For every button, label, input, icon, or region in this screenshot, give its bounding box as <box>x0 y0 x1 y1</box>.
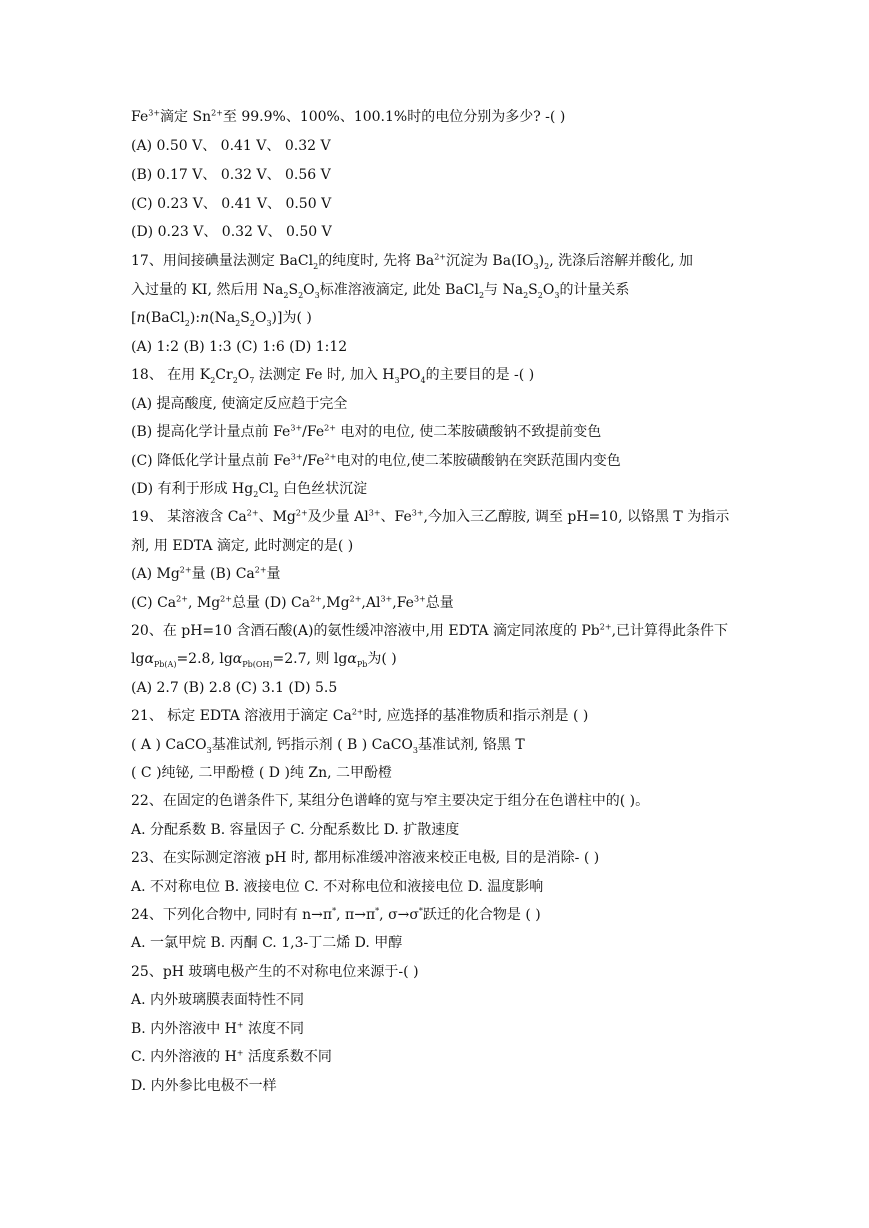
text-segment: 2 <box>184 318 190 328</box>
text-segment: 2+ <box>220 594 232 604</box>
text-segment: 3 <box>266 318 272 328</box>
text-segment: ,已计算得此条件下 <box>611 623 729 639</box>
text-segment: * <box>332 906 337 916</box>
text-segment: 2 <box>249 318 255 328</box>
text-segment: 剂, 用 EDTA 滴定, 此时测定的是( ) <box>131 538 354 554</box>
text-segment: 2 <box>235 318 241 328</box>
text-segment: S <box>528 282 538 298</box>
text-segment: (A) 0.50 V、 0.41 V、 0.32 V <box>131 138 331 154</box>
text-segment: (B) 提高化学计量点前 Fe <box>131 424 291 440</box>
text-segment: 23、在实际测定溶液 pH 时, 都用标准缓冲溶液来校正电极, 目的是消除- ( ) <box>131 850 600 866</box>
text-segment: A. 不对称电位 B. 液接电位 C. 不对称电位和液接电位 D. 温度影响 <box>131 879 544 895</box>
text-segment: (A) 2.7 (B) 2.8 (C) 3.1 (D) 5.5 <box>131 680 338 696</box>
text-line <box>131 821 771 839</box>
text-segment: 3+ <box>413 594 426 604</box>
text-segment: ,Fe <box>392 595 414 611</box>
text-segment: 2 <box>253 489 259 499</box>
text-segment: , Mg <box>187 595 221 611</box>
text-segment: B. 内外溶液中 H <box>131 1021 237 1037</box>
text-segment: 3 <box>533 261 539 271</box>
text-segment: , 洗涤后溶解并酸化, 加 <box>549 253 694 269</box>
text-line <box>131 108 771 126</box>
text-segment: 电对的电位, 使二苯胺磺酸钠不致提前变色 <box>335 424 602 440</box>
text-segment: Pb <box>356 659 368 669</box>
text-line <box>131 281 771 299</box>
text-segment: (C) 降低化学计量点前 Fe <box>131 453 291 469</box>
text-segment: 2+ <box>211 108 223 118</box>
text-segment: (A) 1:2 (B) 1:3 (C) 1:6 (D) 1:12 <box>131 339 348 355</box>
text-segment: ,Al <box>361 595 381 611</box>
text-segment: 2+ <box>349 594 362 604</box>
text-line <box>131 963 771 981</box>
text-segment: A. 一氯甲烷 B. 丙酮 C. 1,3-丁二烯 D. 甲醇 <box>131 935 403 951</box>
text-segment: 2 <box>313 261 319 271</box>
text-segment: A. 内外玻璃膜表面特性不同 <box>131 992 305 1008</box>
text-line <box>131 166 771 184</box>
text-segment: 电对的电位,使二苯胺磺酸钠在突跃范围内变色 <box>336 453 621 469</box>
text-segment: (B) 0.17 V、 0.32 V、 0.56 V <box>131 167 331 183</box>
text-line <box>131 878 771 896</box>
text-segment: 跃迁的化合物是 ( ) <box>422 907 541 923</box>
text-segment: 及少量 Al <box>307 509 369 525</box>
text-segment: (A) 提高酸度, 使滴定反应趋于完全 <box>131 396 348 412</box>
text-segment: 19、 某溶液含 Ca <box>131 509 247 525</box>
text-segment: 量 <box>266 566 281 582</box>
text-segment: 3 <box>206 745 212 755</box>
text-segment: =2.8, lg <box>176 651 233 667</box>
text-segment: 2 <box>544 261 550 271</box>
text-segment: 的纯度时, 先将 Ba <box>318 253 435 269</box>
text-line <box>131 223 771 241</box>
text-line <box>131 537 771 555</box>
text-segment: 3 <box>314 290 320 300</box>
text-line <box>131 764 771 782</box>
text-segment: (Na <box>209 310 236 326</box>
text-segment: + <box>236 1048 244 1058</box>
text-segment: 2 <box>283 290 289 300</box>
text-line <box>131 508 771 526</box>
text-segment: 至 99.9%、100%、100.1%时的电位分别为多少? -( ) <box>222 109 566 125</box>
text-line <box>131 1077 771 1095</box>
text-segment: 总量 (D) Ca <box>231 595 311 611</box>
text-line <box>131 1020 771 1038</box>
text-segment: /Fe <box>302 424 325 440</box>
text-line <box>131 736 771 754</box>
text-segment: O <box>303 282 315 298</box>
text-segment: (D) 有利于形成 Hg <box>131 481 254 497</box>
text-segment: ( C )纯铋, 二甲酚橙 ( D )纯 Zn, 二甲酚橙 <box>131 765 393 781</box>
text-segment: 18、 在用 K <box>131 367 211 383</box>
text-line <box>131 480 771 498</box>
text-segment: 、Fe <box>380 509 412 525</box>
text-segment: α <box>144 651 154 667</box>
text-segment: 的主要目的是 -( ) <box>425 367 535 383</box>
text-segment: 7 <box>249 375 255 385</box>
text-segment: 4 <box>420 375 426 385</box>
text-segment: 2 <box>523 290 529 300</box>
text-segment: Pb(A) <box>153 659 177 669</box>
text-segment: 3+ <box>411 508 424 518</box>
text-segment: α <box>232 651 243 667</box>
text-segment: α <box>347 651 357 667</box>
text-segment: 的计量关系 <box>559 282 630 298</box>
text-segment: 为( ) <box>367 651 397 667</box>
text-segment: 2+ <box>295 508 308 518</box>
text-segment: (C) Ca <box>131 595 177 611</box>
text-segment: S <box>240 310 250 326</box>
text-segment: 总量 <box>425 595 454 611</box>
text-segment: 法测定 Fe 时, 加入 H <box>254 367 395 383</box>
text-segment: 沉淀为 Ba(IO <box>445 253 534 269</box>
text-segment: S <box>288 282 299 298</box>
text-segment: , π→π <box>336 907 376 923</box>
text-segment: 2+ <box>310 594 322 604</box>
text-segment: 3 <box>412 745 418 755</box>
text-line <box>131 792 771 810</box>
text-line <box>131 452 771 470</box>
text-segment: 滴定 Sn <box>160 109 212 125</box>
text-segment: 24、下列化合物中, 同时有 n→π <box>131 907 333 923</box>
text-segment: 浓度不同 <box>243 1021 305 1037</box>
text-segment: 量 (B) Ca <box>191 566 255 582</box>
text-segment: D. 内外参比电极不一样 <box>131 1078 277 1094</box>
text-line <box>131 679 771 697</box>
text-segment: Cl <box>258 481 274 497</box>
text-segment: ): <box>189 310 201 326</box>
text-segment: , σ→σ <box>379 907 419 923</box>
text-segment: 2 <box>537 290 543 300</box>
text-line <box>131 594 771 612</box>
text-segment: =2.7, 则 lg <box>272 651 348 667</box>
text-segment: O <box>542 282 555 298</box>
text-segment: 标准溶液滴定, 此处 BaCl <box>319 282 479 298</box>
text-segment: Cr <box>215 367 233 383</box>
text-segment: 2+ <box>324 452 337 462</box>
text-segment: 基准试剂, 铬黑 T <box>418 737 525 753</box>
text-segment: [ <box>131 310 137 326</box>
text-segment: (C) 0.23 V、 0.41 V、 0.50 V <box>131 196 332 212</box>
text-segment: 活度系数不同 <box>243 1049 332 1065</box>
text-line <box>131 252 771 270</box>
text-segment: 2+ <box>324 423 336 433</box>
text-line <box>131 934 771 952</box>
text-segment: Fe <box>131 109 149 125</box>
text-segment: 时, 应选择的基准物质和指示剂是 ( ) <box>363 708 589 724</box>
text-segment: 2+ <box>599 622 612 632</box>
text-segment: ) <box>538 253 545 269</box>
text-segment: ,今加入三乙醇胺, 调至 pH=10, 以铬黑 T 为指示 <box>423 509 730 525</box>
text-line <box>131 991 771 1009</box>
text-segment: 2+ <box>434 252 446 262</box>
text-segment: 20、在 pH=10 含酒石酸(A)的氨性缓冲溶液中,用 EDTA 滴定同浓度的 Pb <box>131 623 600 639</box>
text-line <box>131 137 771 155</box>
text-segment: 2 <box>232 375 238 385</box>
text-segment: (D) 0.23 V、 0.32 V、 0.50 V <box>131 224 332 240</box>
text-line <box>131 849 771 867</box>
text-segment: Pb(OH) <box>242 659 273 669</box>
text-segment: C. 内外溶液的 H <box>131 1049 237 1065</box>
text-segment: 入过量的 KI, 然后用 Na <box>131 282 284 298</box>
text-segment: O <box>237 367 250 383</box>
text-segment: 3 <box>394 375 400 385</box>
text-segment: 2 <box>273 489 279 499</box>
text-segment: 2+ <box>351 707 364 717</box>
text-segment: n <box>136 310 146 326</box>
text-line <box>131 195 771 213</box>
text-line <box>131 1048 771 1066</box>
text-segment: + <box>236 1020 244 1030</box>
text-line <box>131 906 771 924</box>
text-segment: lg <box>131 651 145 667</box>
text-segment: 2+ <box>254 565 267 575</box>
text-segment: * <box>375 906 380 916</box>
text-segment: 2+ <box>179 565 192 575</box>
text-segment: 基准试剂, 钙指示剂 ( B ) CaCO <box>211 737 413 753</box>
text-segment: 2 <box>478 290 485 300</box>
text-line <box>131 366 771 384</box>
text-segment: 3+ <box>290 423 303 433</box>
text-segment: A. 分配系数 B. 容量因子 C. 分配系数比 D. 扩散速度 <box>131 822 460 838</box>
text-segment: PO <box>399 367 421 383</box>
text-segment: (BaCl <box>145 310 185 326</box>
text-segment: /Fe <box>302 453 325 469</box>
text-segment: 3 <box>554 290 560 300</box>
text-segment: 2 <box>298 290 304 300</box>
text-segment: 3+ <box>290 452 303 462</box>
text-line <box>131 622 771 640</box>
text-segment: 3+ <box>368 508 381 518</box>
text-line <box>131 565 771 583</box>
text-segment: ,Mg <box>321 595 350 611</box>
text-segment: 2+ <box>246 508 259 518</box>
text-segment: 3+ <box>380 594 393 604</box>
text-line <box>131 309 771 327</box>
text-segment: n <box>200 310 210 326</box>
text-segment: 25、pH 玻璃电极产生的不对称电位来源于-( ) <box>131 964 419 980</box>
text-segment: 22、在固定的色谱条件下, 某组分色谱峰的宽与窄主要决定于组分在色谱柱中的( )。 <box>131 793 650 809</box>
text-segment: ( A ) CaCO <box>131 737 207 753</box>
text-line <box>131 423 771 441</box>
text-line <box>131 395 771 413</box>
text-line <box>131 707 771 725</box>
text-segment: 3+ <box>148 108 161 118</box>
text-segment: 2+ <box>176 594 188 604</box>
text-line <box>131 650 771 668</box>
text-segment: 2 <box>210 375 216 385</box>
text-segment: 白色丝状沉淀 <box>278 481 368 497</box>
text-segment: )]为( ) <box>271 310 312 326</box>
text-segment: (A) Mg <box>131 566 180 582</box>
text-segment: 与 Na <box>484 282 524 298</box>
text-segment: 21、 标定 EDTA 溶液用于滴定 Ca <box>131 708 352 724</box>
text-segment: 17、用间接碘量法测定 BaCl <box>131 253 314 269</box>
text-segment: O <box>254 310 267 326</box>
text-segment: 、Mg <box>258 509 296 525</box>
text-segment: * <box>418 906 423 916</box>
text-line <box>131 338 771 356</box>
